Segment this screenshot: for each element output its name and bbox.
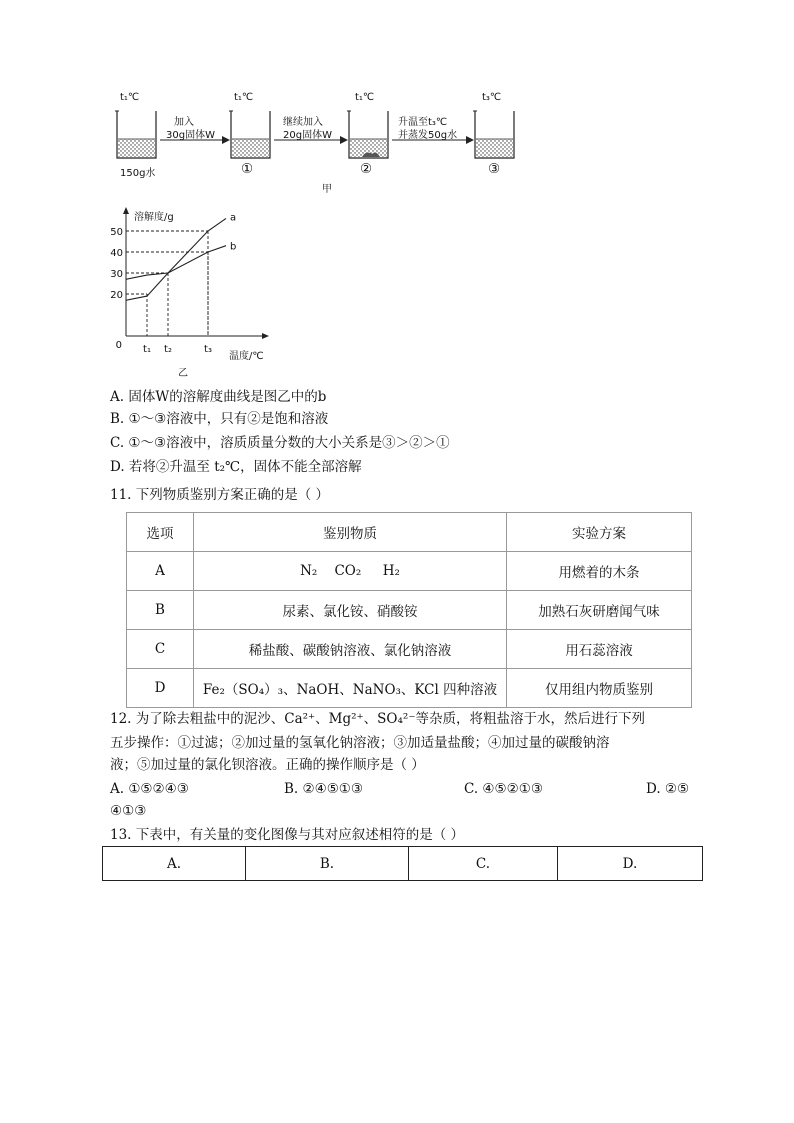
beaker2-label: ② [360, 161, 373, 177]
table-row [103, 847, 703, 881]
table-cell: 用燃着的木条 [507, 552, 692, 591]
beaker-3 [473, 111, 514, 158]
arrow1-text2: 30g固体W [166, 130, 215, 141]
table-cell: B [127, 591, 194, 630]
x-tick-label: t₁ [143, 344, 151, 355]
y-tick-label: 50 [110, 227, 123, 238]
beaker-0 [115, 111, 156, 158]
q12-line2: 五步操作：①过滤；②加过量的氢氧化钠溶液；③加适量盐酸；④加过量的碳酸钠溶 [110, 735, 610, 751]
q12-option-d: D. ②⑤ [646, 781, 690, 797]
table-cell: 仅用组内物质鉴别 [507, 669, 692, 708]
table-header: 选项 [127, 513, 194, 552]
beaker-process-diagram [100, 86, 520, 196]
series-line-b [126, 246, 226, 280]
q11-stem: 11. 下列物质鉴别方案正确的是（ ） [110, 487, 330, 503]
chart-ylabel: 溶解度/g [134, 212, 174, 223]
q10-option-b: B. ①～③溶液中，只有②是饱和溶液 [110, 411, 329, 427]
y-tick-label: 40 [110, 248, 123, 259]
beaker3-label: ③ [488, 161, 501, 177]
table-row [127, 669, 692, 708]
table-header: A. [103, 847, 246, 881]
q13-stem: 13. 下表中，有关量的变化图像与其对应叙述相符的是（ ） [110, 827, 465, 843]
q10-option-a: A. 固体W的溶解度曲线是图乙中的b [110, 389, 327, 405]
q13-table [102, 846, 703, 881]
beaker1-label: ① [241, 161, 254, 177]
x-tick-label: t₃ [204, 344, 212, 355]
q10-option-c: C. ①～③溶液中，溶质质量分数的大小关系是③＞②＞① [110, 435, 450, 451]
beaker1-temp: t₁℃ [234, 92, 254, 103]
y-tick-label: 30 [110, 269, 123, 280]
table-row [127, 630, 692, 669]
table-cell: 尿素、氯化铵、硝酸铵 [194, 591, 507, 630]
q12-option-b: B. ②④⑤①③ [284, 781, 364, 797]
q10-option-d: D. 若将②升温至 t₂℃，固体不能全部溶解 [110, 459, 362, 475]
series-label-a: a [230, 212, 237, 224]
table-row [127, 552, 692, 591]
arrow3-text1: 升温至t₃℃ [398, 117, 448, 128]
table-header: B. [246, 847, 409, 881]
chart-caption: 乙 [178, 368, 188, 379]
chart-xlabel: 温度/℃ [229, 351, 264, 362]
table-header: C. [409, 847, 558, 881]
table-header: 鉴别物质 [194, 513, 507, 552]
table-cell: 用石蕊溶液 [507, 630, 692, 669]
arrow2-text2: 20g固体W [283, 130, 332, 141]
q12-option-a: A. ①⑤②④③ [110, 781, 189, 797]
q12-line1: 12. 为了除去粗盐中的泥沙、Ca²⁺、Mg²⁺、SO₄²⁻等杂质，将粗盐溶于水，然后进行下列 [110, 711, 645, 727]
table-header: D. [558, 847, 703, 881]
table-cell: C [127, 630, 194, 669]
beaker0-label: 150g水 [120, 168, 156, 179]
arrow1-text1: 加入 [174, 117, 194, 128]
q12-option-d-cont: ④①③ [110, 803, 147, 819]
beaker-1 [229, 111, 270, 158]
table-row [127, 591, 692, 630]
table-cell: D [127, 669, 194, 708]
beaker-2 [347, 111, 388, 158]
beaker2-temp: t₁℃ [355, 92, 375, 103]
arrow3-text2: 并蒸发50g水 [398, 130, 458, 141]
y-axis-arrow [123, 207, 129, 214]
x-tick-label: t₂ [164, 344, 172, 355]
figure-jia-caption: 甲 [322, 184, 332, 195]
q12-option-c: C. ④⑤②①③ [464, 781, 543, 797]
series-label-b: b [230, 241, 237, 253]
table-cell: 稀盐酸、碳酸钠溶液、氯化钠溶液 [194, 630, 507, 669]
table-cell: 加熟石灰研磨闻气味 [507, 591, 692, 630]
beaker0-temp: t₁℃ [120, 92, 140, 103]
q11-table [126, 512, 692, 708]
arrow2-text1: 继续加入 [283, 117, 323, 128]
x-axis-arrow [262, 333, 269, 339]
table-row [127, 513, 692, 552]
origin-label: 0 [115, 340, 122, 351]
y-tick-label: 20 [110, 290, 123, 301]
table-cell: N₂ CO₂ H₂ [194, 552, 507, 591]
table-cell: A [127, 552, 194, 591]
q12-line3: 液；⑤加过量的氯化钡溶液。正确的操作顺序是（ ） [110, 757, 425, 773]
table-cell: Fe₂（SO₄）₃、NaOH、NaNO₃、KCl 四种溶液 [194, 669, 507, 708]
beaker3-temp: t₃℃ [482, 92, 502, 103]
table-header: 实验方案 [507, 513, 692, 552]
